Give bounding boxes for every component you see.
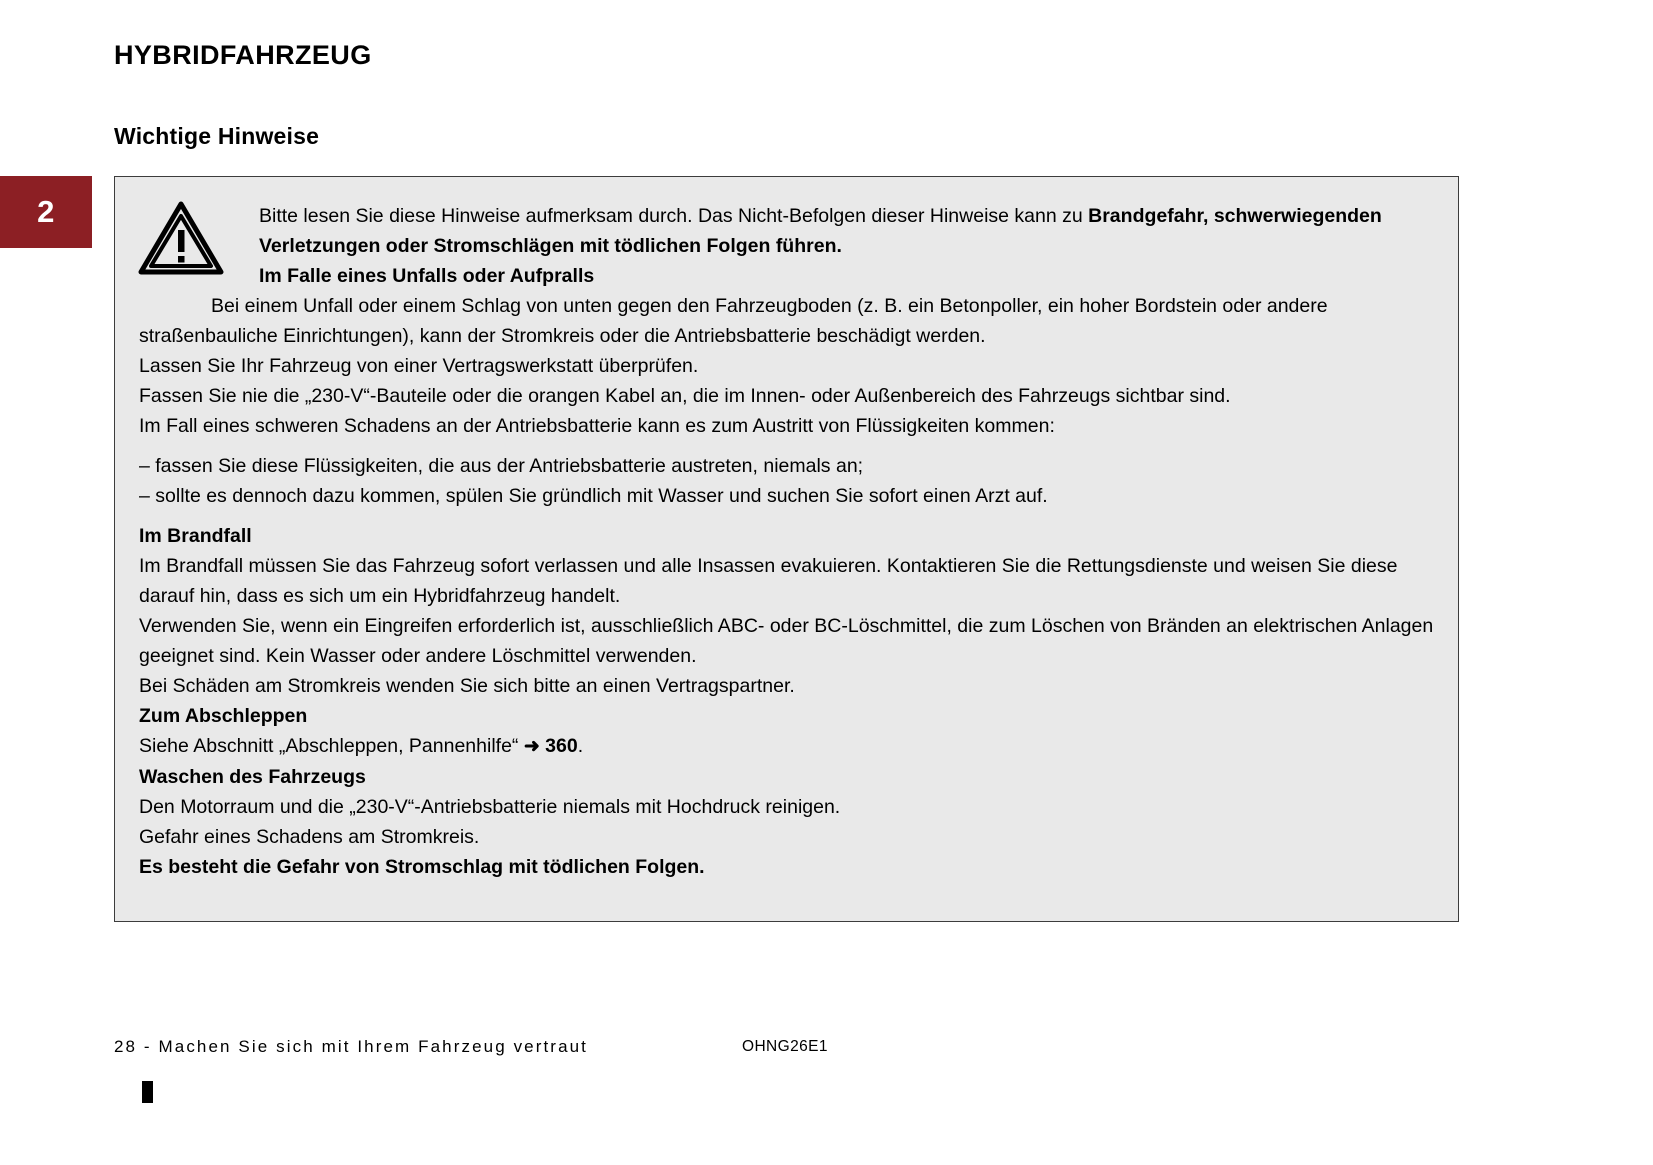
warning-heading-towing: Zum Abschleppen [139,705,308,727]
warning-paragraph-10: Gefahr eines Schadens am Stromkreis. [139,826,480,848]
section-title: Wichtige Hinweise [114,123,320,149]
warning-triangle-icon [138,200,224,276]
towing-page-number: 360 [539,735,578,757]
warning-paragraph-9: Den Motorraum und die „230-V“-Antriebsbatterie niemals mit Hochdruck reinigen. [139,796,841,818]
towing-reference-suffix: . [577,735,584,757]
footer-document-code: OHNG26E1 [742,1038,828,1055]
footer-page-label: 28 - Machen Sie sich mit Ihrem Fahrzeug vertraut [114,1037,589,1056]
warning-paragraph-4: Im Fall eines schweren Schadens an der Antriebsbatterie kann es zum Austritt von Flüssigkeiten kommen: [139,415,1055,437]
warning-heading-fire: Im Brandfall [139,525,252,547]
warning-intro-paragraph [139,201,1434,261]
warning-intro-bold: Brandgefahr, schwerwiegenden Verletzungen oder Stromschlägen mit tödlichen Folgen führen. [259,205,1382,257]
warning-box [114,176,1459,922]
warning-paragraph-3: Fassen Sie nie die „230-V“-Bauteile oder die orangen Kabel an, die im Innen- oder Außenbereich des Fahrzeugs sichtbar sind. [139,385,1231,407]
warning-heading-accident: Im Falle eines Unfalls oder Aufpralls [259,265,595,287]
warning-paragraph-11: Es besteht die Gefahr von Stromschlag mit tödlichen Folgen. [139,856,705,878]
warning-paragraph-5: Im Brandfall müssen Sie das Fahrzeug sofort verlassen und alle Insassen evakuieren. Kontaktieren Sie die Rettungsdienste und weisen Sie diese darauf hin, dass es sich um ein Hybridfahrzeug handelt. [139,555,1398,607]
warning-paragraph-7: Bei Schäden am Stromkreis wenden Sie sich bitte an einen Vertragspartner. [139,675,795,697]
warning-paragraph-6: Verwenden Sie, wenn ein Eingreifen erforderlich ist, ausschließlich ABC- oder BC-Löschmittel, die zum Löschen von Bränden an elektrischen Anlagen geeignet sind. Kein Wasser oder andere Löschmittel verwenden. [139,615,1434,667]
warning-paragraph-1: Bei einem Unfall oder einem Schlag von unten gegen den Fahrzeugboden (z. B. ein Betonpoller, ein hoher Bordstein oder andere straßenbauliche Einrichtungen), kann der Stromkreis oder die Antriebsbatterie beschädigt werden. [139,295,1328,347]
warning-paragraph-2: Lassen Sie Ihr Fahrzeug von einer Vertragswerkstatt überprüfen. [139,355,699,377]
arrow-right-icon: ➜ [523,736,540,757]
chapter-number: 2 [37,194,55,229]
warning-paragraph-8 [139,731,1434,762]
warning-heading-washing: Waschen des Fahrzeugs [139,766,366,788]
warning-bullet-1: – fassen Sie diese Flüssigkeiten, die aus der Antriebsbatterie austreten, niemals an; [139,455,864,477]
warning-bullet-2: – sollte es dennoch dazu kommen, spülen Sie gründlich mit Wasser und suchen Sie sofort einen Arzt auf. [139,485,1048,507]
towing-reference-text: Siehe Abschnitt „Abschleppen, Pannenhilfe“ [139,735,524,757]
chapter-number-tab [0,176,92,248]
page-title: HYBRIDFAHRZEUG [114,40,372,70]
warning-bullet-list [139,451,1434,511]
warning-intro-plain: Bitte lesen Sie diese Hinweise aufmerksam durch. Das Nicht-Befolgen dieser Hinweise kann zu [259,205,1089,227]
print-registration-mark [142,1081,153,1103]
